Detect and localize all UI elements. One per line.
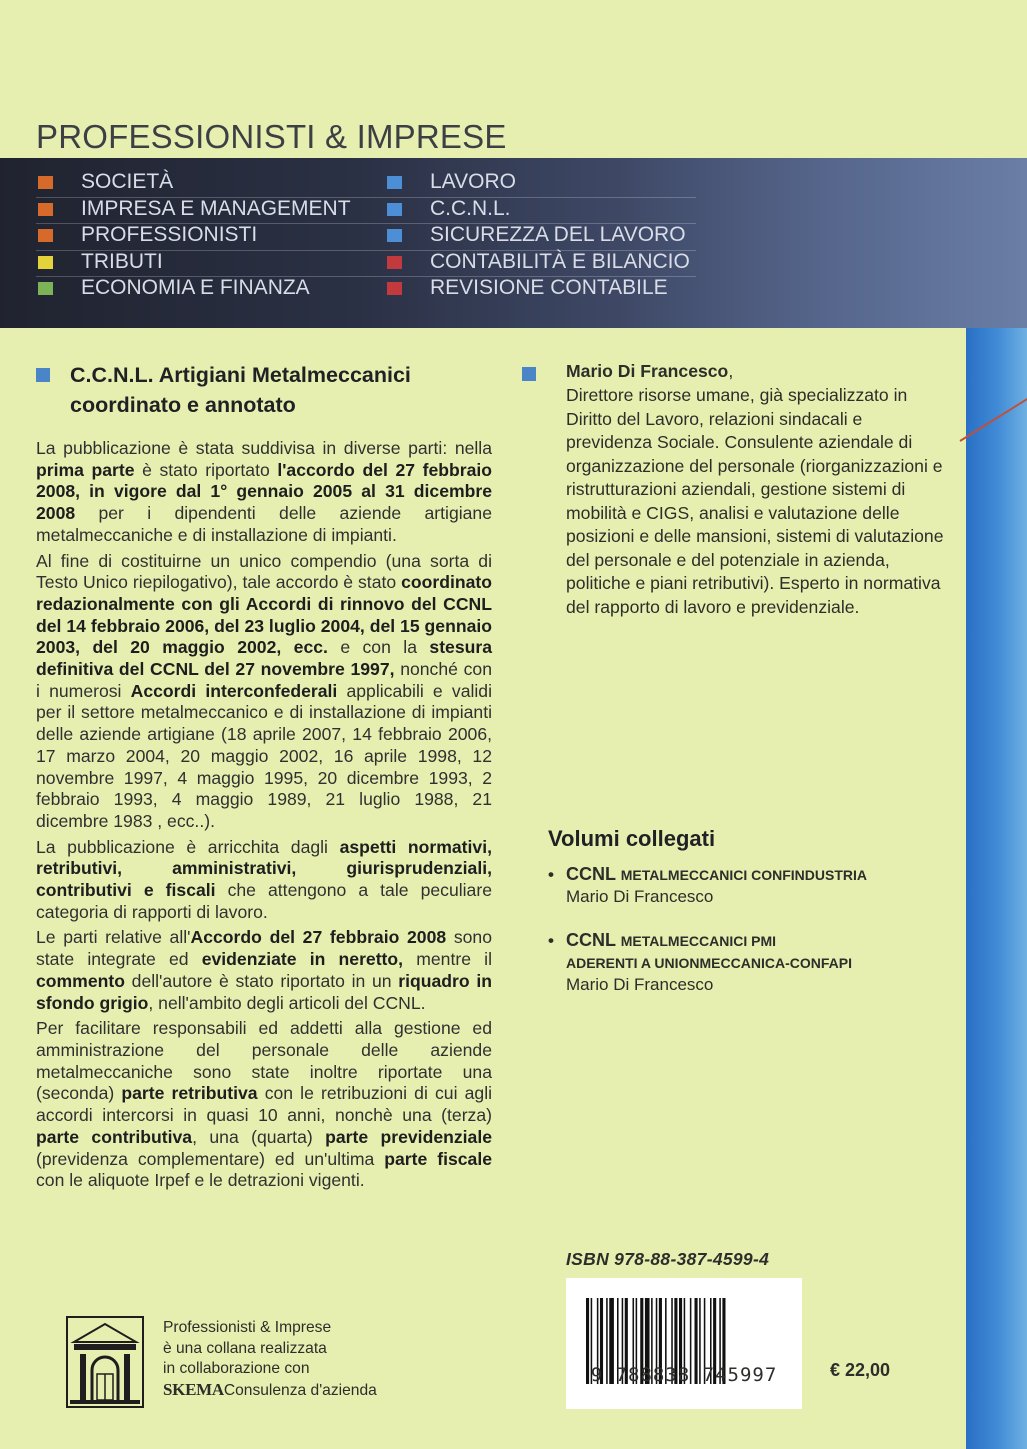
paragraph: Al fine di costituirne un unico compendio (una sorta di Testo Unico riepilogativo), tale accordo è stato coordinato redazionalmente con gli Accordi di rinnovo del CCNL del 14 febbraio 2006, del 23 luglio 2004, del 15 gennaio 2003, del 20 maggio 2002, ecc. e con la stesura definitiva del CCNL del 27 novembre 1997, nonché con i numerosi Accordi interconfederali applicabili e validi per il settore metalmeccanico e di installazione di impianti delle aziende artigiane (18 aprile 2007, 14 febbraio 2006, 17 marzo 2004, 20 maggio 2002, 16 aprile 1998, 12 novembre 1997, 4 maggio 1995, 20 dicembre 1993, 2 febbraio 1993, 4 maggio 1989, 21 luglio 1988, 21 dicembre 1983 , ecc..). <box>36 550 492 831</box>
barcode: 9 788838 745997 <box>566 1278 802 1409</box>
category-square-icon <box>387 229 402 242</box>
author-bio: Direttore risorse umane, già specializzato in Diritto del Lavoro, relazioni sindacali e previdenza Sociale. Consulente aziendale di organizzazione del personale (riorganizzazioni e ristrutturazioni aziendali, gestione sistemi di mobilità e CIGS, analisi e valutazione delle posizioni e delle mansioni, sistemi di valutazione del personale e del potenziale in azienda, politiche e piani retributivi). Esperto in normativa del rapporto di lavoro e previdenziale. <box>566 385 944 617</box>
author-name: Mario Di Francesco, <box>566 361 734 381</box>
category-square-icon <box>38 203 53 216</box>
category-square-icon <box>38 256 53 269</box>
related-volumes-title: Volumi collegati <box>548 826 716 851</box>
category-square-icon <box>387 176 402 189</box>
description-column <box>36 360 492 1196</box>
publisher-note: Professionisti & Imprese è una collana realizzata in collaborazione con SKEMAConsulenza d'azienda <box>163 1319 377 1399</box>
square-bullet-icon <box>36 368 50 382</box>
category-square-icon <box>387 256 402 269</box>
category-square-icon <box>387 282 402 295</box>
paragraph: Per facilitare responsabili ed addetti alla gestione ed amministrazione del personale delle aziende metalmeccaniche sono state inoltre riportate una (seconda) parte retributiva con le retribuzioni di cui agli accordi intercorsi in quasi 10 anni, nonchè una (terza) parte contributiva, una (quarta) parte previdenziale (previdenza complementare) ed un'ultima parte fiscale con le aliquote Irpef e le detrazioni vigenti. <box>36 1018 493 1191</box>
isbn: ISBN 978-88-387-4599-4 <box>566 1249 770 1269</box>
paragraph: La pubblicazione è stata suddivisa in diverse parti: nella prima parte è stato riportato l'accordo del 27 febbraio 2008, in vigore dal 1° gennaio 2005 al 31 dicembre 2008 per i dipendenti delle aziende artigiane metalmeccaniche e di installazione di impianti. <box>36 438 493 545</box>
price: € 22,00 <box>830 1360 891 1380</box>
related-volume: • CCNL METALMECCANICI PMI ADERENTI A UNIONMECCANICA-CONFAPI Mario Di Francesco <box>548 930 852 994</box>
decorative-blue-strip <box>966 328 1027 1449</box>
category-square-icon <box>387 203 402 216</box>
related-volume: • CCNL METALMECCANICI CONFINDUSTRIA Mario Di Francesco <box>548 864 868 906</box>
skema-logo: SKEMA <box>163 1379 224 1399</box>
paragraph: Le parti relative all'Accordo del 27 febbraio 2008 sono state integrate ed evidenziate in neretto, mentre il commento dell'autore è stato riportato in un riquadro in sfondo grigio, nell'ambito degli articoli del CCNL. <box>36 927 493 1013</box>
category-square-icon <box>38 176 53 189</box>
series-title: PROFESSIONISTI & IMPRESE <box>36 118 507 155</box>
author-column <box>522 360 952 619</box>
square-bullet-icon <box>522 367 536 381</box>
category-square-icon <box>38 282 53 295</box>
publisher-logo <box>66 1316 144 1408</box>
paragraph: La pubblicazione è arricchita dagli aspetti normativi, retributivi, amministrativi, giurisprudenziali, contributivi e fiscali che attengono a tale peculiare categoria di rapporti di lavoro. <box>36 836 492 922</box>
book-title: C.C.N.L. Artigiani Metalmeccanici coordinato e annotato <box>36 360 492 420</box>
category-square-icon <box>38 229 53 242</box>
